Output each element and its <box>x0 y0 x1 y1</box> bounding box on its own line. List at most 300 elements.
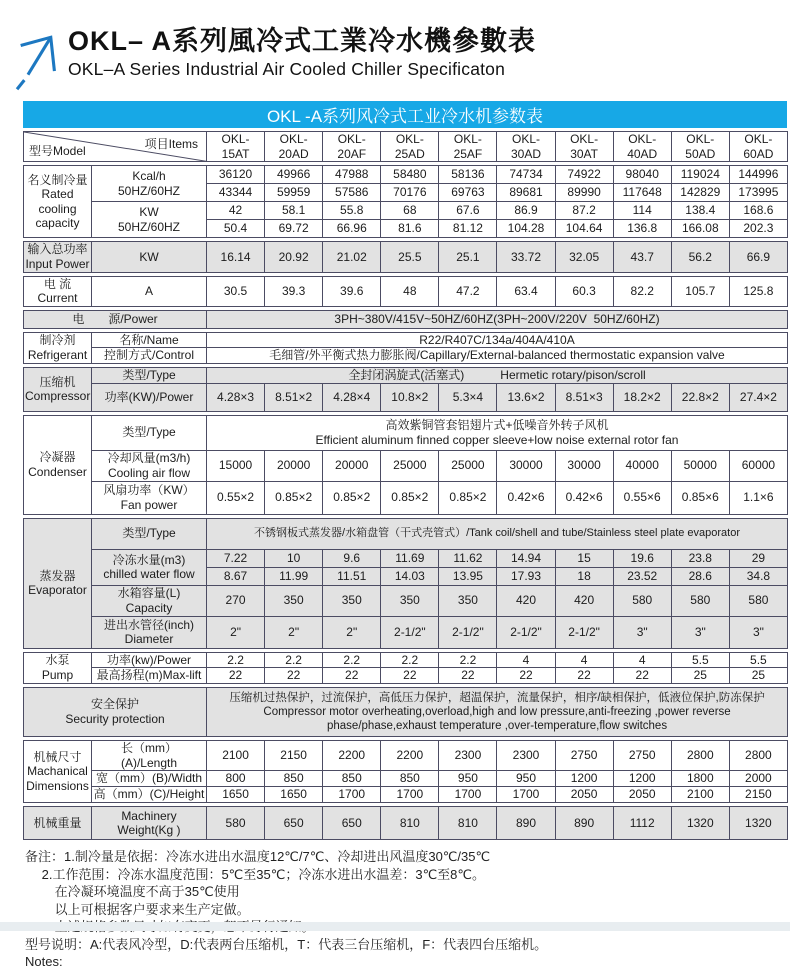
value-cell: 0.55×6 <box>613 481 671 514</box>
row-span-value: 全封闭涡旋式(活塞式) Hermetic rotary/pison/scroll <box>207 368 788 384</box>
value-cell: 22 <box>265 668 323 684</box>
value-cell: 25.1 <box>439 242 497 272</box>
value-cell: 0.42×6 <box>555 481 613 514</box>
value-cell: 2.2 <box>439 652 497 668</box>
row-label <box>92 166 207 202</box>
value-cell: 81.12 <box>439 220 497 238</box>
value-cell: 39.6 <box>323 276 381 306</box>
text-line: Refrigerant <box>27 347 88 362</box>
value-cell: 650 <box>323 807 381 840</box>
row-span-value: R22/R407C/134a/404A/410A <box>207 332 788 348</box>
value-cell: 850 <box>381 771 439 787</box>
table-row <box>24 310 788 328</box>
row-label: 名称/Name <box>92 332 207 348</box>
note-line: Notes: <box>25 954 63 970</box>
value-cell: 1200 <box>613 771 671 787</box>
value-cell: 117648 <box>613 184 671 202</box>
model-header-row <box>24 132 788 162</box>
value-cell: 125.8 <box>729 276 787 306</box>
value-cell: 1700 <box>381 787 439 803</box>
value-cell: 4 <box>555 652 613 668</box>
section-power-supply <box>23 310 788 329</box>
table-row <box>24 450 788 481</box>
row-label: 控制方式/Control <box>92 348 207 364</box>
row-label: A <box>92 276 207 306</box>
value-cell: 22 <box>207 668 265 684</box>
section-input-power <box>23 241 788 272</box>
text-line: Kcal/h <box>132 169 166 184</box>
value-cell: 166.08 <box>671 220 729 238</box>
value-cell: 8.67 <box>207 567 265 585</box>
value-cell: 74922 <box>555 166 613 184</box>
value-cell: 23.52 <box>613 567 671 585</box>
value-cell: 3" <box>729 616 787 648</box>
section-group-label <box>24 276 92 306</box>
value-cell: 4 <box>613 652 671 668</box>
text-line: Weight(Kg ) <box>117 823 181 838</box>
row-label <box>92 616 207 648</box>
value-cell: 22.8×2 <box>671 383 729 411</box>
value-cell: 850 <box>323 771 381 787</box>
value-cell: 114 <box>613 202 671 220</box>
table-row <box>24 585 788 616</box>
value-cell: 14.94 <box>497 549 555 567</box>
value-cell: 1650 <box>207 787 265 803</box>
text-line: OKL- <box>686 132 715 146</box>
value-cell: 950 <box>439 771 497 787</box>
row-label: 功率(KW)/Power <box>92 383 207 411</box>
text-line: 风扇功率（KW） <box>103 483 195 497</box>
value-cell: 74734 <box>497 166 555 184</box>
section-current <box>23 276 788 307</box>
value-cell: 580 <box>729 585 787 616</box>
value-cell: 50.4 <box>207 220 265 238</box>
value-cell: 810 <box>381 807 439 840</box>
value-cell: 104.64 <box>555 220 613 238</box>
text-line: Efficient aluminum finned copper sleeve+low noise external rotor fan <box>315 432 679 447</box>
value-cell: 0.85×6 <box>671 481 729 514</box>
text-line: 输入总功率 <box>27 242 88 257</box>
value-cell: 2050 <box>613 787 671 803</box>
value-cell: 2750 <box>555 740 613 770</box>
value-cell: 25.5 <box>381 242 439 272</box>
row-label <box>92 481 207 514</box>
text-line: 20AF <box>337 146 367 161</box>
value-cell: 47988 <box>323 166 381 184</box>
value-cell: 890 <box>555 807 613 840</box>
model-header-okl-50ad <box>671 132 729 162</box>
text-line: chilled water flow <box>103 567 195 582</box>
value-cell: 890 <box>497 807 555 840</box>
row-label: 最高扬程(m)Max-lift <box>92 668 207 684</box>
value-cell: 850 <box>265 771 323 787</box>
model-header-okl-30at <box>555 132 613 162</box>
value-cell: 20000 <box>323 450 381 481</box>
notes-block <box>25 848 790 971</box>
note-line: 2.工作范围：冷冻水温度范围：5℃至35℃；冷冻水进出水温差：3℃至8℃。 <box>25 866 486 882</box>
row-label: KW <box>92 242 207 272</box>
table-row <box>24 807 788 840</box>
value-cell: 2.2 <box>323 652 381 668</box>
section-group-label <box>24 368 92 412</box>
value-cell: 48 <box>381 276 439 306</box>
row-label: 宽（mm）(B)/Width <box>92 771 207 787</box>
table-row <box>24 383 788 411</box>
value-cell: 47.2 <box>439 276 497 306</box>
model-header-okl-25ad <box>381 132 439 162</box>
value-cell: 810 <box>439 807 497 840</box>
value-cell: 14.03 <box>381 567 439 585</box>
table-row <box>24 549 788 567</box>
value-cell: 89990 <box>555 184 613 202</box>
value-cell: 10 <box>265 549 323 567</box>
value-cell: 0.85×2 <box>439 481 497 514</box>
value-cell: 58480 <box>381 166 439 184</box>
value-cell: 27.4×2 <box>729 383 787 411</box>
row-label: 类型/Type <box>92 368 207 384</box>
value-cell: 11.69 <box>381 549 439 567</box>
value-cell: 18.2×2 <box>613 383 671 411</box>
value-cell: 36120 <box>207 166 265 184</box>
value-cell: 2.2 <box>381 652 439 668</box>
value-cell: 1.1×6 <box>729 481 787 514</box>
text-line: 冷却风量(m3/h) <box>107 451 191 465</box>
value-cell: 25000 <box>381 450 439 481</box>
text-line: 压缩机过热保护，过流保护，高低压力保护，超温保护，流量保护，相序/缺相保护，低液位保护,防冻保护 <box>229 691 765 704</box>
text-line: Compressor <box>25 389 91 404</box>
value-cell: 22 <box>613 668 671 684</box>
text-line: OKL- <box>337 132 366 146</box>
value-cell: 2200 <box>381 740 439 770</box>
value-cell: 11.99 <box>265 567 323 585</box>
value-cell: 13.95 <box>439 567 497 585</box>
value-cell: 60.3 <box>555 276 613 306</box>
value-cell: 11.51 <box>323 567 381 585</box>
model-header-okl-25af <box>439 132 497 162</box>
value-cell: 10.8×2 <box>381 383 439 411</box>
table-row <box>24 368 788 384</box>
value-cell: 98040 <box>613 166 671 184</box>
value-cell: 1200 <box>555 771 613 787</box>
text-line: 蒸发器 <box>39 568 76 583</box>
text-line: 40AD <box>627 146 658 161</box>
note-line: 备注：1.制冷量是依据：冷冻水进出水温度12℃/7℃、冷却进出风温度30℃/35℃ <box>25 849 491 865</box>
value-cell: 17.93 <box>497 567 555 585</box>
value-cell: 580 <box>207 807 265 840</box>
row-span-value: 不锈钢板式蒸发器/水箱盘管（干式壳管式）/Tank coil/shell and tube/Stainless steel plate evaporator <box>207 518 788 549</box>
value-cell: 2300 <box>497 740 555 770</box>
value-cell: 32.05 <box>555 242 613 272</box>
row-span-value <box>207 687 788 736</box>
value-cell: 2.2 <box>207 652 265 668</box>
value-cell: 420 <box>555 585 613 616</box>
table-row <box>24 415 788 450</box>
value-cell: 20000 <box>265 450 323 481</box>
value-cell: 1700 <box>323 787 381 803</box>
text-line: 电 流 <box>43 276 72 291</box>
value-cell: 22 <box>555 668 613 684</box>
value-cell: 144996 <box>729 166 787 184</box>
text-line: 15AT <box>221 146 250 161</box>
bottom-bar <box>0 922 790 931</box>
value-cell: 56.2 <box>671 242 729 272</box>
model-header-okl-20ad <box>265 132 323 162</box>
row-label: 类型/Type <box>92 415 207 450</box>
value-cell: 57586 <box>323 184 381 202</box>
row-span-value <box>207 415 788 450</box>
row-label <box>24 687 207 736</box>
row-label <box>92 202 207 238</box>
table-row <box>24 740 788 770</box>
value-cell: 1700 <box>439 787 497 803</box>
section-group-label <box>24 166 92 238</box>
section-compressor <box>23 367 788 412</box>
table-row <box>24 518 788 549</box>
text-line: Condenser <box>28 464 87 479</box>
value-cell: 2800 <box>671 740 729 770</box>
value-cell: 9.6 <box>323 549 381 567</box>
value-cell: 105.7 <box>671 276 729 306</box>
value-cell: 16.14 <box>207 242 265 272</box>
row-label: 类型/Type <box>92 518 207 549</box>
value-cell: 2750 <box>613 740 671 770</box>
value-cell: 58136 <box>439 166 497 184</box>
row-label <box>92 450 207 481</box>
value-cell: 2100 <box>207 740 265 770</box>
text-line: OKL- <box>221 132 250 146</box>
value-cell: 350 <box>323 585 381 616</box>
title-block <box>68 26 536 79</box>
value-cell: 2-1/2" <box>555 616 613 648</box>
value-cell: 87.2 <box>555 202 613 220</box>
value-cell: 8.51×3 <box>555 383 613 411</box>
table-row <box>24 652 788 668</box>
value-cell: 63.4 <box>497 276 555 306</box>
value-cell: 0.42×6 <box>497 481 555 514</box>
text-line: 冷冻水量(m3) <box>112 552 186 567</box>
text-line: 冷凝器 <box>39 450 76 464</box>
corner-items-label: 项目Items <box>144 137 198 151</box>
value-cell: 2" <box>207 616 265 648</box>
value-cell: 202.3 <box>729 220 787 238</box>
text-line: 25AD <box>394 146 425 161</box>
value-cell: 8.51×2 <box>265 383 323 411</box>
model-header-okl-40ad <box>613 132 671 162</box>
section-group-label <box>24 740 92 802</box>
model-header-okl-20af <box>323 132 381 162</box>
table-row <box>24 166 788 184</box>
text-line: 水泵 <box>45 653 70 668</box>
section-dimensions <box>23 740 788 803</box>
row-label <box>92 585 207 616</box>
text-line: Fan power <box>120 497 178 512</box>
text-line: Current <box>37 291 78 306</box>
value-cell: 18 <box>555 567 613 585</box>
section-group-label <box>24 242 92 272</box>
value-cell: 89681 <box>497 184 555 202</box>
text-line: OKL- <box>570 132 599 146</box>
value-cell: 67.6 <box>439 202 497 220</box>
value-cell: 0.55×2 <box>207 481 265 514</box>
section-evaporator <box>23 518 788 649</box>
value-cell: 7.22 <box>207 549 265 567</box>
text-line: 进出水管径(inch) <box>103 617 194 632</box>
table-row <box>24 276 788 306</box>
value-cell: 138.4 <box>671 202 729 220</box>
model-header-table <box>23 131 788 162</box>
value-cell: 650 <box>265 807 323 840</box>
value-cell: 23.8 <box>671 549 729 567</box>
value-cell: 3" <box>613 616 671 648</box>
value-cell: 800 <box>207 771 265 787</box>
value-cell: 2" <box>265 616 323 648</box>
value-cell: 168.6 <box>729 202 787 220</box>
corner-model-label: 型号Model <box>29 143 86 158</box>
text-line: OKL- <box>453 132 482 146</box>
value-cell: 5.5 <box>729 652 787 668</box>
text-line: OKL- <box>512 132 541 146</box>
text-line: 水箱容量(L) <box>117 586 181 600</box>
value-cell: 43.7 <box>613 242 671 272</box>
text-line: Dimensions <box>26 778 89 793</box>
value-cell: 1112 <box>613 807 671 840</box>
value-cell: 2-1/2" <box>497 616 555 648</box>
text-line: Input Power <box>25 256 90 271</box>
text-line: Machinery <box>121 808 177 823</box>
row-span-value: 毛细管/外平衡式热力膨胀阀/Capillary/External-balanced thermostatic expansion valve <box>207 348 788 364</box>
value-cell: 66.9 <box>729 242 787 272</box>
value-cell: 69.72 <box>265 220 323 238</box>
section-pump <box>23 652 788 684</box>
value-cell: 58.1 <box>265 202 323 220</box>
text-line: 30AD <box>511 146 542 161</box>
text-line: 安全保护 <box>91 697 140 712</box>
text-line: OKL- <box>628 132 657 146</box>
value-cell: 2100 <box>671 787 729 803</box>
table-row <box>24 687 788 736</box>
value-cell: 11.62 <box>439 549 497 567</box>
page-subtitle: OKL–A Series Industrial Air Cooled Chiller Specificaton <box>68 59 506 80</box>
model-header-okl-15at <box>207 132 265 162</box>
table-row <box>24 332 788 348</box>
value-cell: 20.92 <box>265 242 323 272</box>
text-line: 压缩机 <box>39 374 76 389</box>
model-header-okl-30ad <box>497 132 555 162</box>
note-line: 在冷凝环境温度不高于35℃使用 <box>25 884 240 900</box>
value-cell: 43344 <box>207 184 265 202</box>
arrow-up-right-icon <box>13 30 63 92</box>
text-line: Machanical <box>27 764 88 779</box>
value-cell: 25000 <box>439 450 497 481</box>
table-row <box>24 242 788 272</box>
text-line: 20AD <box>278 146 309 161</box>
value-cell: 22 <box>381 668 439 684</box>
text-line: Rated <box>41 187 74 202</box>
text-line: phase/phase,exhaust temperature ,over-temperature,flow switches <box>327 719 668 732</box>
value-cell: 3" <box>671 616 729 648</box>
text-line: Pump <box>41 667 74 682</box>
value-cell: 86.9 <box>497 202 555 220</box>
value-cell: 119024 <box>671 166 729 184</box>
text-line: OKL- <box>395 132 424 146</box>
value-cell: 2300 <box>439 740 497 770</box>
text-line: 名义制冷量 <box>27 172 88 187</box>
row-label: 电 源/Power <box>24 310 207 328</box>
value-cell: 82.2 <box>613 276 671 306</box>
value-cell: 33.72 <box>497 242 555 272</box>
row-label: 功率(kw)/Power <box>92 652 207 668</box>
text-line: capacity <box>35 216 80 231</box>
text-line: Evaporator <box>28 583 87 598</box>
value-cell: 136.8 <box>613 220 671 238</box>
row-label: 长（mm）(A)/Length <box>92 740 207 770</box>
value-cell: 28.6 <box>671 567 729 585</box>
value-cell: 15000 <box>207 450 265 481</box>
value-cell: 270 <box>207 585 265 616</box>
table-row <box>24 771 788 787</box>
model-header-okl-60ad <box>729 132 787 162</box>
value-cell: 5.5 <box>671 652 729 668</box>
value-cell: 2150 <box>265 740 323 770</box>
section-group-label <box>24 332 92 363</box>
text-line: Compressor motor overheating,overload,high and low pressure,anti-freezing ,power reverse <box>263 705 731 718</box>
text-line: Security protection <box>65 711 165 726</box>
text-line: 制冷剂 <box>39 333 76 348</box>
value-cell: 81.6 <box>381 220 439 238</box>
value-cell: 950 <box>497 771 555 787</box>
section-security <box>23 687 788 737</box>
value-cell: 68 <box>381 202 439 220</box>
value-cell: 19.6 <box>613 549 671 567</box>
text-line: Cooling air flow <box>107 465 191 480</box>
value-cell: 60000 <box>729 450 787 481</box>
text-line: OKL- <box>744 132 773 146</box>
value-cell: 1320 <box>729 807 787 840</box>
text-line: 60AD <box>743 146 774 161</box>
text-line: 高效紫铜管套铝翅片式+低噪音外转子风机 <box>385 418 609 432</box>
row-label: 高（mm）(C)/Height <box>92 787 207 803</box>
value-cell: 2150 <box>729 787 787 803</box>
value-cell: 30000 <box>497 450 555 481</box>
section-group-label <box>24 518 92 648</box>
value-cell: 50000 <box>671 450 729 481</box>
value-cell: 2200 <box>323 740 381 770</box>
value-cell: 22 <box>497 668 555 684</box>
note-line: 以上可根据客户要求来生产定做。 <box>25 901 250 917</box>
page-title: OKL– A系列風冷式工業冷水機參數表 <box>68 26 537 56</box>
text-line: 50AD <box>685 146 716 161</box>
row-label <box>92 807 207 840</box>
section-refrigerant <box>23 332 788 364</box>
text-line: cooling <box>38 201 77 216</box>
value-cell: 2000 <box>729 771 787 787</box>
table-row <box>24 202 788 220</box>
value-cell: 173995 <box>729 184 787 202</box>
value-cell: 0.85×2 <box>381 481 439 514</box>
value-cell: 1800 <box>671 771 729 787</box>
table-row <box>24 668 788 684</box>
corner-cell <box>24 132 207 162</box>
document-header <box>0 0 790 92</box>
text-line: 50HZ/60HZ <box>117 183 181 198</box>
value-cell: 0.85×2 <box>323 481 381 514</box>
value-cell: 25 <box>729 668 787 684</box>
value-cell: 420 <box>497 585 555 616</box>
table-row <box>24 348 788 364</box>
table-row <box>24 616 788 648</box>
value-cell: 1320 <box>671 807 729 840</box>
value-cell: 104.28 <box>497 220 555 238</box>
